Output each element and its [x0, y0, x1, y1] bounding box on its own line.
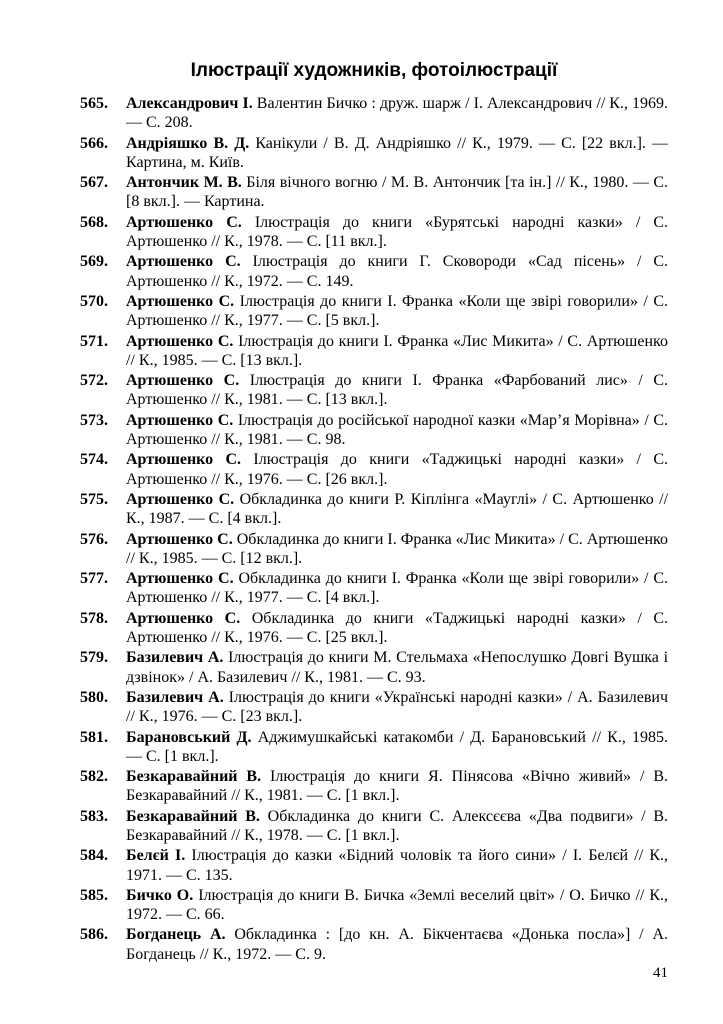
entry-author: Антончик М. В.: [126, 174, 242, 192]
entry-text: [126, 332, 668, 371]
bibliography-entry: [80, 134, 668, 173]
entry-text: [126, 807, 668, 846]
bibliography-entry: [80, 94, 668, 133]
entry-description: Ілюстрація до книги І. Франка «Фарбований лис» / С. Артюшенко // К., 1981. — С. [13 вкл.].: [126, 372, 669, 409]
entry-author: Базилевич А.: [126, 688, 224, 706]
entry-description: Ілюстрація до книги «Таджицькі народні казки» / С. Артюшенко // К., 1976. — С. [26 вкл.].: [126, 451, 669, 488]
entry-number: 583.: [80, 807, 108, 825]
entry-number: 571.: [80, 332, 108, 350]
bibliography-entry: [80, 411, 668, 450]
entry-number: 582.: [80, 768, 108, 786]
bibliography-entry: [80, 490, 668, 529]
entry-description: Ілюстрація до книги Г. Сковороди «Сад пісень» / С. Артюшенко // К., 1972. — С. 149.: [126, 253, 669, 290]
entry-author: Базилевич А.: [126, 649, 224, 667]
entry-description: Ілюстрація до книги Я. Пінясова «Вічно живий» / В. Безкаравайний // К., 1981. — С. [1 вкл.].: [126, 768, 669, 805]
section-heading: Ілюстрації художників, фотоілюстрації: [190, 60, 558, 81]
bibliography-entry: [80, 173, 668, 212]
bibliography-entry: [80, 371, 668, 410]
entry-text: [126, 252, 668, 291]
entry-text: [126, 846, 668, 885]
entry-description: Ілюстрація до книги «Бурятські народні казки» / С. Артюшенко // К., 1978. — С. [11 вкл.].: [126, 213, 669, 251]
bibliography-entry: [80, 213, 668, 252]
entry-text: [126, 648, 668, 687]
entry-description: Ілюстрація до книги М. Стельмаха «Непослушко Довгі Вушка і дзвінок» / А. Базилевич // К., 1981. — С. 93.: [126, 649, 669, 686]
bibliography-entry: [80, 292, 668, 331]
entry-text: [126, 609, 668, 648]
entry-number: 574.: [80, 451, 108, 469]
entry-number: 569.: [80, 253, 108, 271]
entry-description: Біля вічного вогню / М. В. Антончик [та ін.] // К., 1980. — С. [8 вкл.]. — Картина.: [126, 174, 668, 211]
entry-text: [126, 767, 668, 806]
bibliography-entry: [80, 688, 668, 727]
entry-text: [126, 371, 668, 410]
bibliography-entry: [80, 530, 668, 569]
entry-author: Артюшенко С.: [126, 570, 234, 588]
entry-author: Бичко О.: [126, 886, 194, 904]
entry-author: Артюшенко С.: [126, 213, 242, 231]
entry-author: Артюшенко С.: [126, 411, 234, 429]
entry-text: [126, 925, 668, 964]
entry-text: [126, 94, 668, 133]
entry-number: 584.: [80, 847, 108, 865]
entry-number: 576.: [80, 530, 108, 548]
entry-author: Андріяшко В. Д.: [126, 134, 250, 152]
entry-description: Валентин Бичко : друж. шарж / І. Александрович // К., 1969. — С. 208.: [126, 95, 669, 132]
entry-description: Ілюстрація до російської народної казки «Мар’я Морівна» / С. Артюшенко // К., 1981. — С. 98.: [126, 411, 669, 449]
entry-description: Обкладинка до книги «Таджицькі народні казки» / С. Артюшенко // К., 1976. — С. [25 вкл.].: [126, 609, 669, 647]
entry-author: Артюшенко С.: [126, 332, 234, 350]
entry-author: Александрович І.: [126, 95, 253, 112]
entry-number: 573.: [80, 411, 108, 429]
entry-number: 572.: [80, 372, 108, 390]
entry-text: [126, 292, 668, 331]
entry-author: Артюшенко С.: [126, 292, 235, 310]
entry-description: Ілюстрація до книги В. Бичка «Землі веселий цвіт» / О. Бичко // К., 1972. — С. 66.: [126, 886, 668, 924]
entry-number: 577.: [80, 570, 108, 588]
entry-number: 575.: [80, 490, 108, 508]
page-number: 41: [653, 965, 668, 981]
entry-number: 586.: [80, 926, 108, 944]
entry-text: [126, 450, 668, 489]
bibliography-entry: [80, 569, 668, 608]
entry-text: [126, 213, 668, 252]
entry-author: Артюшенко С.: [126, 451, 242, 469]
entry-number: 581.: [80, 728, 108, 746]
entry-number: 585.: [80, 886, 108, 904]
entry-number: 579.: [80, 649, 108, 667]
bibliography-entry: [80, 886, 668, 925]
entry-number: 568.: [80, 213, 108, 231]
entry-text: [126, 569, 668, 608]
entry-text: [126, 173, 668, 212]
entry-description: Канікули / В. Д. Андріяшко // К., 1979. — С. [22 вкл.]. — Картина, м. Київ.: [126, 134, 668, 171]
entry-text: [126, 134, 668, 173]
entry-number: 566.: [80, 134, 108, 152]
entry-description: Ілюстрація до книги І. Франка «Лис Микита» / С. Артюшенко // К., 1985. — С. [13 вкл.].: [126, 332, 669, 369]
entry-text: [126, 490, 668, 529]
entry-text: [126, 411, 668, 450]
entry-number: 570.: [80, 292, 108, 310]
bibliography-entry: [80, 252, 668, 291]
entry-author: Белєй І.: [126, 847, 186, 865]
entry-description: Ілюстрація до книги «Українські народні казки» / А. Базилевич // К., 1976. — С. [23 вкл.].: [126, 688, 669, 726]
bibliography-entry: [80, 332, 668, 371]
bibliography-entry: [80, 767, 668, 806]
entry-text: [126, 688, 668, 727]
entry-author: Артюшенко С.: [126, 530, 233, 548]
bibliography-entry: [80, 609, 668, 648]
bibliography-list: [80, 94, 668, 965]
entry-number: 567.: [80, 174, 108, 192]
entry-description: Аджимушкайські катакомби / Д. Барановський // К., 1985. — С. [1 вкл.].: [126, 728, 669, 765]
entry-author: Артюшенко С.: [126, 490, 235, 508]
entry-text: [126, 728, 668, 767]
bibliography-entry: [80, 846, 668, 885]
bibliography-entry: [80, 925, 668, 964]
bibliography-entry: [80, 450, 668, 489]
entry-text: [126, 530, 668, 569]
entry-description: Обкладинка до книги І. Франка «Лис Микита» / С. Артюшенко // К., 1985. — С. [12 вкл.].: [126, 530, 669, 567]
entry-description: Обкладинка до книги С. Алексєєва «Два подвиги» / В. Безкаравайний // К., 1978. — С. [1 вкл.].: [126, 807, 669, 844]
entry-description: Ілюстрація до книги І. Франка «Коли ще звірі говорили» / С. Артюшенко // К., 1977. — С. [5 вкл.].: [126, 292, 669, 330]
entry-number: 578.: [80, 609, 108, 627]
entry-number: 580.: [80, 688, 108, 706]
entry-author: Артюшенко С.: [126, 372, 240, 390]
bibliography-entry: [80, 807, 668, 846]
entry-text: [126, 886, 668, 925]
entry-author: Безкаравайний В.: [126, 807, 260, 825]
entry-description: Обкладинка до книги І. Франка «Коли ще звірі говорили» / С. Артюшенко // К., 1977. — С. [4 вкл.].: [126, 570, 669, 607]
bibliography-entry: [80, 728, 668, 767]
bibliography-entry: [80, 648, 668, 687]
entry-author: Барановський Д.: [126, 728, 252, 746]
entry-author: Артюшенко С.: [126, 609, 241, 627]
entry-description: Обкладинка до книги Р. Кіплінга «Мауглі» / С. Артюшенко // К., 1987. — С. [4 вкл.].: [126, 490, 669, 528]
entry-description: Ілюстрація до казки «Бідний чоловік та його сини» / І. Белєй // К., 1971. — С. 135.: [126, 847, 668, 884]
entry-author: Богданець А.: [126, 926, 226, 944]
entry-author: Безкаравайний В.: [126, 768, 262, 786]
entry-number: 565.: [80, 95, 108, 112]
entry-author: Артюшенко С.: [126, 253, 241, 271]
entry-description: Обкладинка : [до кн. А. Бікчентаєва «Донька посла»] / А. Богданець // К., 1972. — С. 9.: [126, 926, 669, 963]
